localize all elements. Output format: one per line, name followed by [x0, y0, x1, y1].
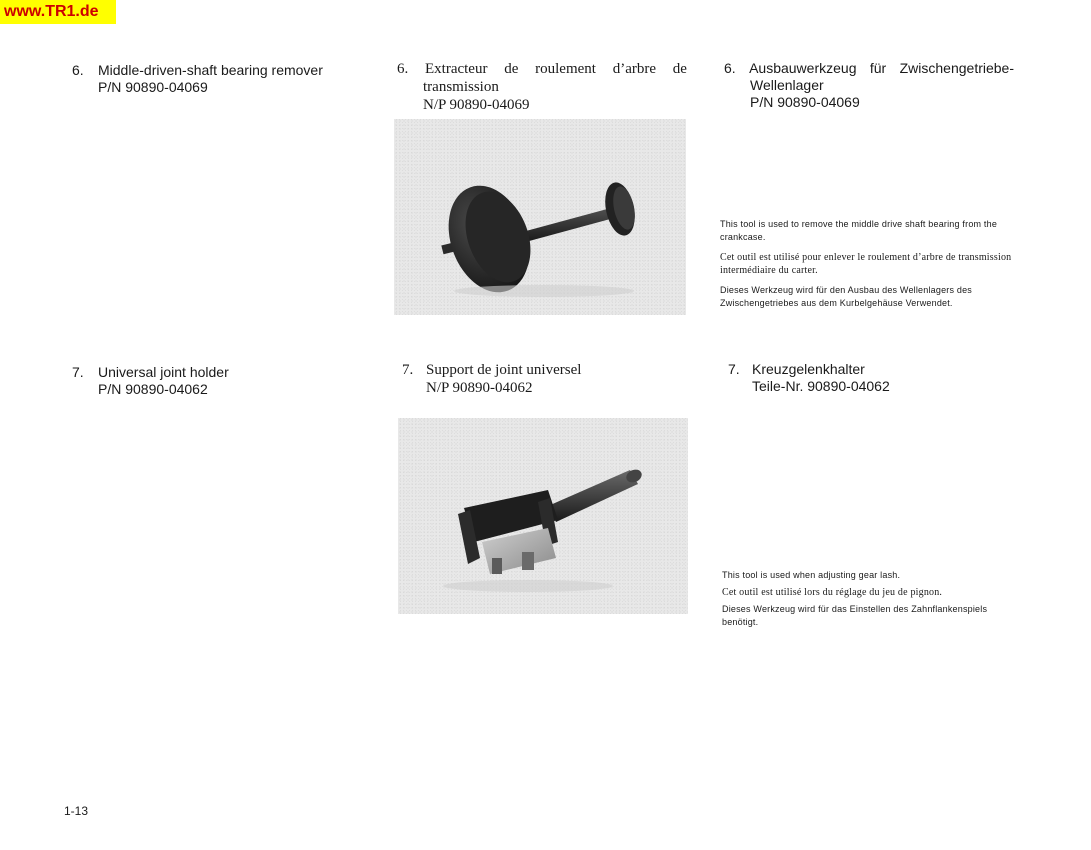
item6-description: [720, 218, 1018, 317]
item6-desc-de: Dieses Werkzeug wird für den Ausbau des Wellenlagers des Zwischengetriebes aus dem Kurbelgehäuse Verwendet.: [720, 285, 972, 308]
item7-german: [728, 361, 1018, 395]
item6-fr-word: de: [672, 61, 687, 77]
item7-french: [402, 361, 692, 397]
item6-fr-part-number: N/P 90890-04069: [423, 97, 530, 113]
item6-de-title-line1: [724, 60, 1014, 77]
item7-desc-en: This tool is used when adjusting gear lash.: [722, 570, 901, 580]
item6-en-part-number: P/N 90890-04069: [98, 79, 208, 95]
item7-description: [722, 569, 1020, 636]
item6-desc-fr: Cet outil est utilisé pour enlever le roulement d’arbre de transmission intermédiaire du carter.: [720, 252, 1012, 276]
item7-fr-title: Support de joint universel: [426, 362, 582, 378]
item6-en-number: 6.: [72, 62, 84, 78]
item7-en-part-number: P/N 90890-04062: [98, 381, 208, 397]
item6-german: [724, 60, 1016, 111]
item6-desc-en: This tool is used to remove the middle drive shaft bearing from the crankcase.: [720, 219, 998, 242]
item7-de-title: Kreuzgelenkhalter: [752, 361, 865, 377]
item7-desc-fr: Cet outil est utilisé lors du réglage du jeu de pignon.: [722, 587, 943, 598]
item6-fr-title-line2: transmission: [423, 79, 499, 95]
item6-fr-number: 6.: [397, 61, 409, 77]
item6-french: [397, 60, 687, 114]
item6-fr-word: de: [504, 61, 519, 77]
item7-de-part-number: Teile-Nr. 90890-04062: [752, 378, 890, 394]
bearing-remover-tool-icon: [394, 119, 686, 315]
universal-joint-holder-photo: [398, 418, 688, 614]
item6-fr-word: roulement: [535, 61, 596, 77]
item7-fr-number: 7.: [402, 362, 414, 378]
item6-de-number: 6.: [724, 60, 736, 76]
item6-english: [72, 62, 362, 96]
item7-fr-part-number: N/P 90890-04062: [426, 380, 533, 396]
item7-en-number: 7.: [72, 364, 84, 380]
item7-desc-de: Dieses Werkzeug wird für das Einstellen des Zahnflankenspiels benötigt.: [722, 604, 988, 627]
item6-de-word: Zwischengetriebe-: [899, 60, 1014, 76]
item6-de-part-number: P/N 90890-04069: [750, 94, 860, 110]
item7-english: [72, 364, 362, 398]
item6-fr-title-line1: [397, 60, 687, 78]
item7-en-title: Universal joint holder: [98, 364, 229, 380]
item6-de-title-line2: Wellenlager: [750, 77, 824, 93]
item6-de-word: Ausbauwerkzeug: [749, 60, 857, 76]
item6-en-title: Middle-driven-shaft bearing remover: [98, 62, 323, 78]
item7-de-number: 7.: [728, 361, 740, 377]
watermark-logo: www.TR1.de: [0, 0, 116, 24]
item6-fr-word: d’arbre: [612, 61, 657, 77]
universal-joint-holder-icon: [398, 418, 688, 614]
item6-de-word: für: [869, 60, 887, 76]
bearing-remover-tool-photo: [394, 119, 686, 315]
item6-fr-word: Extracteur: [425, 61, 488, 77]
page-number: 1-13: [64, 804, 89, 818]
